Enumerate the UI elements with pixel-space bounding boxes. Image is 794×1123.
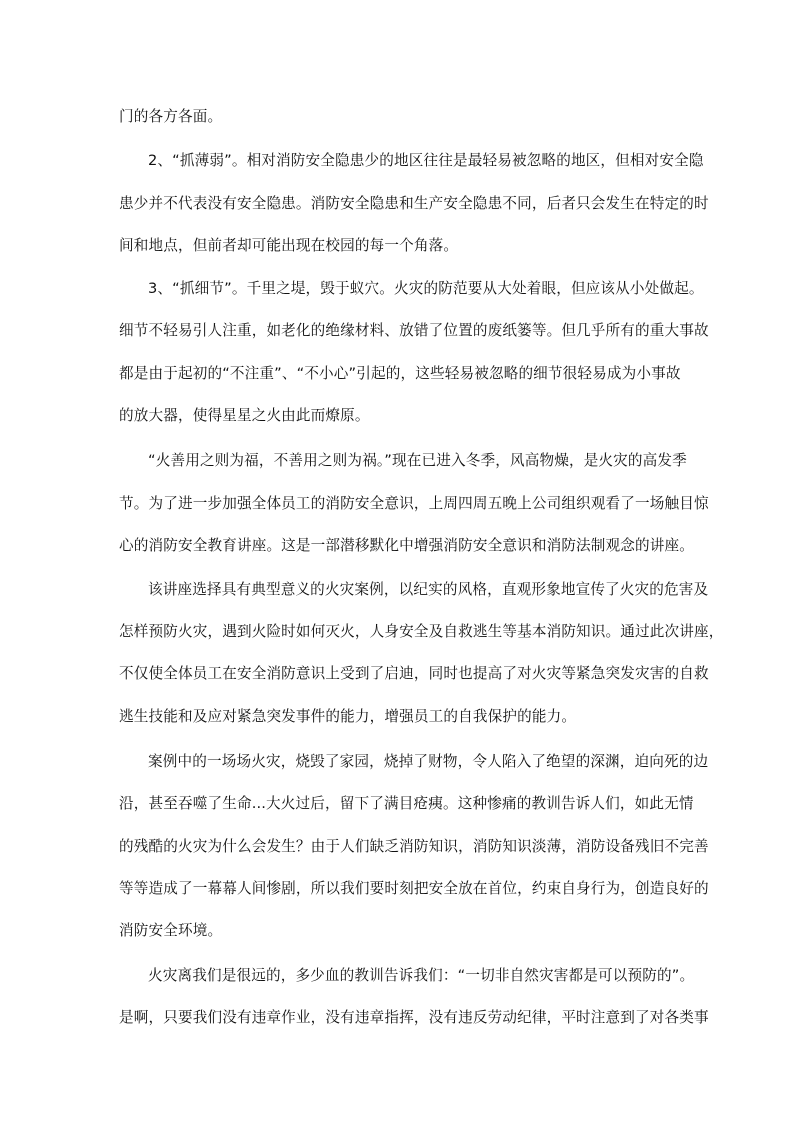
text-line: “火善用之则为福，不善用之则为祸。”现在已进入冬季，风高物燥，是火灾的高发季 — [148, 452, 687, 469]
text-line: 门的各方各面。 — [119, 108, 223, 125]
text-line: 的残酷的火灾为什么会发生？由于人们缺乏消防知识，消防知识淡薄，消防设备残旧不完善 — [119, 838, 709, 855]
text-line: 细节不轻易引人注重，如老化的绝缘材料、放错了位置的废纸篓等。但几乎所有的重大事故 — [119, 322, 709, 339]
text-line: 不仅使全体员工在安全消防意识上受到了启迪，同时也提高了对火灾等紧急突发灾害的自救 — [119, 665, 709, 682]
text-line: 2、“抓薄弱”。相对消防安全隐患少的地区往往是最轻易被忽略的地区，但相对安全隐 — [148, 152, 704, 169]
text-line: 是啊，只要我们没有违章作业，没有违章指挥，没有违反劳动纪律，平时注意到了对各类事 — [119, 1009, 709, 1026]
text-line: 节。为了进一步加强全体员工的消防安全意识，上周四周五晚上公司组织观看了一场触目惊 — [119, 495, 709, 512]
text-line: 沿，甚至吞噬了生命...大火过后，留下了满目疮痍。这种惨痛的教训告诉人们，如此无情 — [119, 795, 694, 812]
text-line: 都是由于起初的“不注重”、“不小心”引起的，这些轻易被忽略的细节很轻易成为小事故 — [119, 365, 681, 382]
text-line: 怎样预防火灾，遇到火险时如何灭火，人身安全及自救逃生等基本消防知识。通过此次讲座， — [119, 623, 724, 640]
text-line: 心的消防安全教育讲座。这是一部潜移默化中增强消防安全意识和消防法制观念的讲座。 — [119, 537, 695, 554]
text-line: 3、“抓细节”。千里之堤，毁于蚁穴。火灾的防范要从大处着眼，但应该从小处做起。 — [148, 280, 704, 297]
text-line: 消防安全环境。 — [119, 922, 223, 939]
text-line: 的放大器，使得星星之火由此而燎原。 — [119, 407, 370, 424]
text-line: 该讲座选择具有典型意义的火灾案例，以纪实的风格，直观形象地宣传了火灾的危害及 — [148, 581, 709, 598]
text-line: 间和地点，但前者却可能出现在校园的每一个角落。 — [119, 237, 459, 254]
text-line: 逃生技能和及应对紧急突发事件的能力，增强员工的自我保护的能力。 — [119, 708, 577, 725]
text-line: 等等造成了一幕幕人间惨剧，所以我们要时刻把安全放在首位，约束自身行为，创造良好的 — [119, 880, 709, 897]
text-line: 案例中的一场场火灾，烧毁了家园，烧掉了财物，令人陷入了绝望的深渊，迫向死的边 — [148, 753, 709, 770]
text-line: 火灾离我们是很远的，多少血的教训告诉我们：“一切非自然灾害都是可以预防的”。 — [148, 967, 695, 984]
text-line: 患少并不代表没有安全隐患。消防安全隐患和生产安全隐患不同，后者只会发生在特定的时 — [119, 195, 709, 212]
